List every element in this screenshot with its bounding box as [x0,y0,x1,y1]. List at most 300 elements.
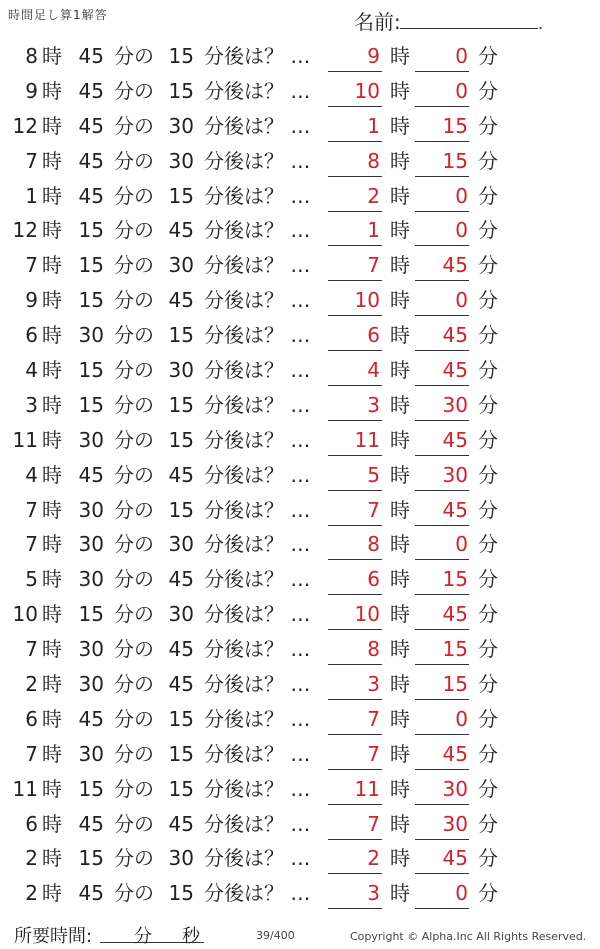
minute-of-label: 分の [114,706,154,731]
problem-row [0,633,600,668]
answer-hour: 1 [367,113,380,138]
answer-minute-blank [415,769,469,770]
answer-hour: 7 [367,497,380,522]
answer-hour-label: 時 [390,358,410,383]
answer-hour: 2 [367,183,380,208]
start-minute: 45 [78,148,104,173]
answer-minute-blank [415,350,469,351]
answer-minute-blank [415,908,469,909]
answer-hour: 8 [367,637,380,662]
name-label: 名前: [354,10,401,34]
answer-hour: 7 [367,741,380,766]
answer-hour: 7 [367,811,380,836]
start-minute: 15 [78,288,104,313]
problem-row [0,877,600,912]
answer-hour-blank [328,839,382,840]
answer-minute: 15 [442,567,468,592]
start-minute: 30 [78,741,104,766]
answer-hour: 3 [367,392,380,417]
name-end-dot: . [538,14,544,33]
start-minute: 30 [78,323,104,348]
hour-label: 時 [42,672,62,697]
hour-label: 時 [42,706,62,731]
after-question-label: 分後は？ … [204,602,311,627]
start-hour: 6 [25,706,38,731]
answer-hour-blank [328,525,382,526]
answer-hour-label: 時 [390,567,410,592]
answer-hour-label: 時 [390,811,410,836]
problem-row [0,180,600,215]
after-question-label: 分後は？ … [204,113,311,138]
answer-minute-blank [415,141,469,142]
answer-minute-label: 分 [478,44,498,68]
added-minutes: 15 [168,183,194,208]
after-question-label: 分後は？ … [204,462,311,487]
answer-hour: 7 [367,253,380,278]
answer-hour: 11 [354,427,380,452]
answer-minute-label: 分 [478,602,498,627]
hour-label: 時 [42,637,62,662]
problem-row [0,145,600,180]
answer-hour: 3 [367,881,380,906]
answer-hour-blank [328,350,382,351]
minute-of-label: 分の [114,846,154,871]
hour-label: 時 [42,183,62,208]
hour-label: 時 [42,776,62,801]
start-minute: 30 [78,532,104,557]
answer-minute: 45 [442,846,468,871]
minute-of-label: 分の [114,113,154,138]
answer-minute-blank [415,804,469,805]
answer-minute-blank [415,176,469,177]
hour-label: 時 [42,323,62,348]
name-field-area [354,4,594,34]
answer-hour: 8 [367,148,380,173]
answer-minute: 15 [442,113,468,138]
start-hour: 5 [25,567,38,592]
problem-row [0,75,600,110]
added-minutes: 15 [168,392,194,417]
problem-row [0,808,600,843]
answer-minute: 30 [442,462,468,487]
hour-label: 時 [42,602,62,627]
start-hour: 9 [25,78,38,103]
added-minutes: 15 [168,44,194,68]
hour-label: 時 [42,567,62,592]
answer-minute-label: 分 [478,427,498,452]
added-minutes: 45 [168,672,194,697]
answer-hour-label: 時 [390,113,410,138]
answer-minute-label: 分 [478,253,498,278]
hour-label: 時 [42,846,62,871]
start-minute: 45 [78,113,104,138]
answer-minute-label: 分 [478,776,498,801]
after-question-label: 分後は？ … [204,637,311,662]
hour-label: 時 [42,811,62,836]
after-question-label: 分後は？ … [204,497,311,522]
start-hour: 2 [25,846,38,871]
start-hour: 4 [25,462,38,487]
answer-minute: 15 [442,148,468,173]
minute-of-label: 分の [114,427,154,452]
problem-row [0,842,600,877]
added-minutes: 30 [168,532,194,557]
answer-hour: 3 [367,672,380,697]
minute-of-label: 分の [114,497,154,522]
answer-minute-label: 分 [478,846,498,871]
answer-minute: 0 [455,288,468,313]
problem-row [0,494,600,529]
added-minutes: 30 [168,846,194,871]
footer [0,920,600,948]
added-minutes: 45 [168,567,194,592]
answer-minute-blank [415,71,469,72]
added-minutes: 45 [168,811,194,836]
after-question-label: 分後は？ … [204,881,311,906]
answer-hour-blank [328,71,382,72]
start-hour: 9 [25,288,38,313]
problem-row [0,738,600,773]
answer-hour-blank [328,106,382,107]
minute-of-label: 分の [114,567,154,592]
after-question-label: 分後は？ … [204,532,311,557]
answer-hour-label: 時 [390,288,410,313]
start-minute: 45 [78,44,104,68]
answer-hour: 2 [367,846,380,871]
minute-of-label: 分の [114,323,154,348]
answer-hour-blank [328,455,382,456]
answer-hour-blank [328,908,382,909]
added-minutes: 45 [168,637,194,662]
answer-hour: 5 [367,462,380,487]
hour-label: 時 [42,392,62,417]
after-question-label: 分後は？ … [204,706,311,731]
answer-hour-blank [328,385,382,386]
after-question-label: 分後は？ … [204,288,311,313]
added-minutes: 15 [168,741,194,766]
answer-hour-blank [328,141,382,142]
added-minutes: 30 [168,113,194,138]
added-minutes: 30 [168,148,194,173]
minute-of-label: 分の [114,288,154,313]
answer-hour-blank [328,245,382,246]
start-minute: 15 [78,392,104,417]
added-minutes: 15 [168,497,194,522]
after-question-label: 分後は？ … [204,78,311,103]
answer-minute: 15 [442,637,468,662]
after-question-label: 分後は？ … [204,323,311,348]
minute-of-label: 分の [114,741,154,766]
answer-hour: 10 [354,78,380,103]
start-minute: 45 [78,811,104,836]
hour-label: 時 [42,148,62,173]
answer-hour-label: 時 [390,148,410,173]
start-minute: 15 [78,602,104,627]
minute-of-label: 分の [114,253,154,278]
problem-row [0,319,600,354]
answer-minute: 45 [442,253,468,278]
answer-minute-label: 分 [478,881,498,906]
answer-hour-label: 時 [390,253,410,278]
hour-label: 時 [42,44,62,68]
hour-label: 時 [42,218,62,243]
answer-hour: 6 [367,567,380,592]
answer-minute: 0 [455,881,468,906]
start-hour: 4 [25,358,38,383]
added-minutes: 45 [168,462,194,487]
answer-hour-blank [328,664,382,665]
start-minute: 45 [78,706,104,731]
answer-minute-blank [415,629,469,630]
answer-minute: 45 [442,427,468,452]
answer-hour-label: 時 [390,741,410,766]
answer-hour: 4 [367,358,380,383]
after-question-label: 分後は？ … [204,427,311,452]
answer-minute: 45 [442,358,468,383]
hour-label: 時 [42,113,62,138]
start-hour: 10 [12,602,38,627]
answer-hour-blank [328,769,382,770]
answer-minute-blank [415,664,469,665]
answer-minute-blank [415,420,469,421]
after-question-label: 分後は？ … [204,567,311,592]
answer-minute-blank [415,106,469,107]
problem-row [0,459,600,494]
problem-row [0,214,600,249]
problem-row [0,249,600,284]
start-hour: 11 [12,427,38,452]
hour-label: 時 [42,427,62,452]
answer-minute: 30 [442,392,468,417]
answer-hour: 6 [367,323,380,348]
minute-of-label: 分の [114,218,154,243]
hour-label: 時 [42,532,62,557]
required-time-second-unit: 秒 [182,926,200,947]
answer-hour-blank [328,559,382,560]
answer-hour-label: 時 [390,392,410,417]
added-minutes: 15 [168,776,194,801]
answer-minute-blank [415,455,469,456]
problem-row [0,424,600,459]
problem-row [0,110,600,145]
answer-hour-label: 時 [390,218,410,243]
answer-hour-label: 時 [390,427,410,452]
start-hour: 6 [25,323,38,348]
minute-of-label: 分の [114,811,154,836]
hour-label: 時 [42,78,62,103]
answer-minute-label: 分 [478,288,498,313]
problem-row [0,40,600,75]
answer-hour-blank [328,490,382,491]
required-time-minute-unit: 分 [134,926,152,947]
answer-hour-label: 時 [390,637,410,662]
worksheet-title: 時間足し算1解答 [8,8,108,22]
start-minute: 30 [78,567,104,592]
page-number: 39/400 [256,929,295,942]
start-minute: 45 [78,78,104,103]
answer-minute-label: 分 [478,532,498,557]
answer-minute: 45 [442,602,468,627]
start-hour: 6 [25,811,38,836]
after-question-label: 分後は？ … [204,776,311,801]
answer-hour-label: 時 [390,846,410,871]
answer-hour-blank [328,176,382,177]
problem-row [0,528,600,563]
answer-minute-label: 分 [478,706,498,731]
minute-of-label: 分の [114,776,154,801]
answer-minute-label: 分 [478,78,498,103]
start-minute: 45 [78,881,104,906]
answer-minute: 15 [442,672,468,697]
answer-minute: 45 [442,741,468,766]
answer-minute-blank [415,280,469,281]
added-minutes: 30 [168,602,194,627]
answer-minute-label: 分 [478,811,498,836]
problem-row [0,389,600,424]
answer-minute-label: 分 [478,358,498,383]
start-hour: 12 [12,113,38,138]
minute-of-label: 分の [114,532,154,557]
after-question-label: 分後は？ … [204,148,311,173]
hour-label: 時 [42,497,62,522]
answer-minute-label: 分 [478,497,498,522]
problem-row [0,563,600,598]
start-minute: 30 [78,672,104,697]
answer-minute-blank [415,594,469,595]
answer-minute-blank [415,699,469,700]
minute-of-label: 分の [114,637,154,662]
after-question-label: 分後は？ … [204,672,311,697]
problem-row [0,284,600,319]
answer-hour-blank [328,699,382,700]
answer-minute: 45 [442,497,468,522]
problem-row [0,703,600,738]
answer-hour-label: 時 [390,183,410,208]
hour-label: 時 [42,288,62,313]
start-minute: 15 [78,776,104,801]
after-question-label: 分後は？ … [204,392,311,417]
answer-hour-label: 時 [390,44,410,68]
minute-of-label: 分の [114,462,154,487]
answer-minute: 0 [455,706,468,731]
added-minutes: 15 [168,881,194,906]
after-question-label: 分後は？ … [204,741,311,766]
answer-minute-blank [415,385,469,386]
answer-hour: 8 [367,532,380,557]
after-question-label: 分後は？ … [204,358,311,383]
hour-label: 時 [42,253,62,278]
answer-minute-label: 分 [478,218,498,243]
answer-minute-label: 分 [478,323,498,348]
answer-minute-blank [415,245,469,246]
answer-hour-blank [328,873,382,874]
answer-hour: 1 [367,218,380,243]
answer-hour-blank [328,280,382,281]
answer-minute: 0 [455,44,468,68]
after-question-label: 分後は？ … [204,846,311,871]
start-minute: 15 [78,846,104,871]
added-minutes: 45 [168,288,194,313]
answer-hour-label: 時 [390,497,410,522]
start-minute: 45 [78,462,104,487]
after-question-label: 分後は？ … [204,183,311,208]
answer-minute: 0 [455,183,468,208]
name-underline [400,28,538,29]
added-minutes: 30 [168,253,194,278]
answer-minute-label: 分 [478,567,498,592]
answer-hour-label: 時 [390,672,410,697]
answer-minute-label: 分 [478,462,498,487]
problem-row [0,354,600,389]
start-hour: 12 [12,218,38,243]
added-minutes: 15 [168,323,194,348]
answer-minute-label: 分 [478,148,498,173]
start-hour: 7 [25,148,38,173]
answer-hour-blank [328,211,382,212]
answer-hour-blank [328,594,382,595]
minute-of-label: 分の [114,78,154,103]
answer-hour-label: 時 [390,78,410,103]
problem-list [0,40,600,912]
start-minute: 45 [78,183,104,208]
answer-hour: 11 [354,776,380,801]
answer-minute-label: 分 [478,392,498,417]
answer-minute-blank [415,734,469,735]
answer-hour: 7 [367,706,380,731]
answer-minute: 0 [455,78,468,103]
start-minute: 15 [78,358,104,383]
answer-minute-blank [415,559,469,560]
required-time-label: 所要時間: [14,926,93,947]
answer-hour-label: 時 [390,532,410,557]
added-minutes: 15 [168,706,194,731]
answer-minute: 0 [455,218,468,243]
answer-hour-blank [328,804,382,805]
minute-of-label: 分の [114,672,154,697]
minute-of-label: 分の [114,881,154,906]
answer-hour: 10 [354,602,380,627]
answer-minute: 30 [442,776,468,801]
hour-label: 時 [42,741,62,766]
answer-hour-blank [328,734,382,735]
answer-minute-label: 分 [478,672,498,697]
minute-of-label: 分の [114,44,154,68]
minute-of-label: 分の [114,358,154,383]
answer-minute-blank [415,525,469,526]
minute-of-label: 分の [114,183,154,208]
answer-hour-blank [328,315,382,316]
answer-minute: 0 [455,532,468,557]
answer-minute-blank [415,839,469,840]
start-hour: 1 [25,183,38,208]
start-minute: 30 [78,637,104,662]
answer-hour-label: 時 [390,706,410,731]
start-hour: 11 [12,776,38,801]
answer-hour-label: 時 [390,323,410,348]
after-question-label: 分後は？ … [204,253,311,278]
answer-hour-label: 時 [390,881,410,906]
answer-hour: 10 [354,288,380,313]
start-hour: 7 [25,741,38,766]
answer-minute-label: 分 [478,637,498,662]
answer-minute-blank [415,873,469,874]
answer-minute-label: 分 [478,183,498,208]
hour-label: 時 [42,358,62,383]
start-hour: 2 [25,881,38,906]
answer-hour-blank [328,629,382,630]
answer-hour: 9 [367,44,380,68]
answer-minute-label: 分 [478,113,498,138]
